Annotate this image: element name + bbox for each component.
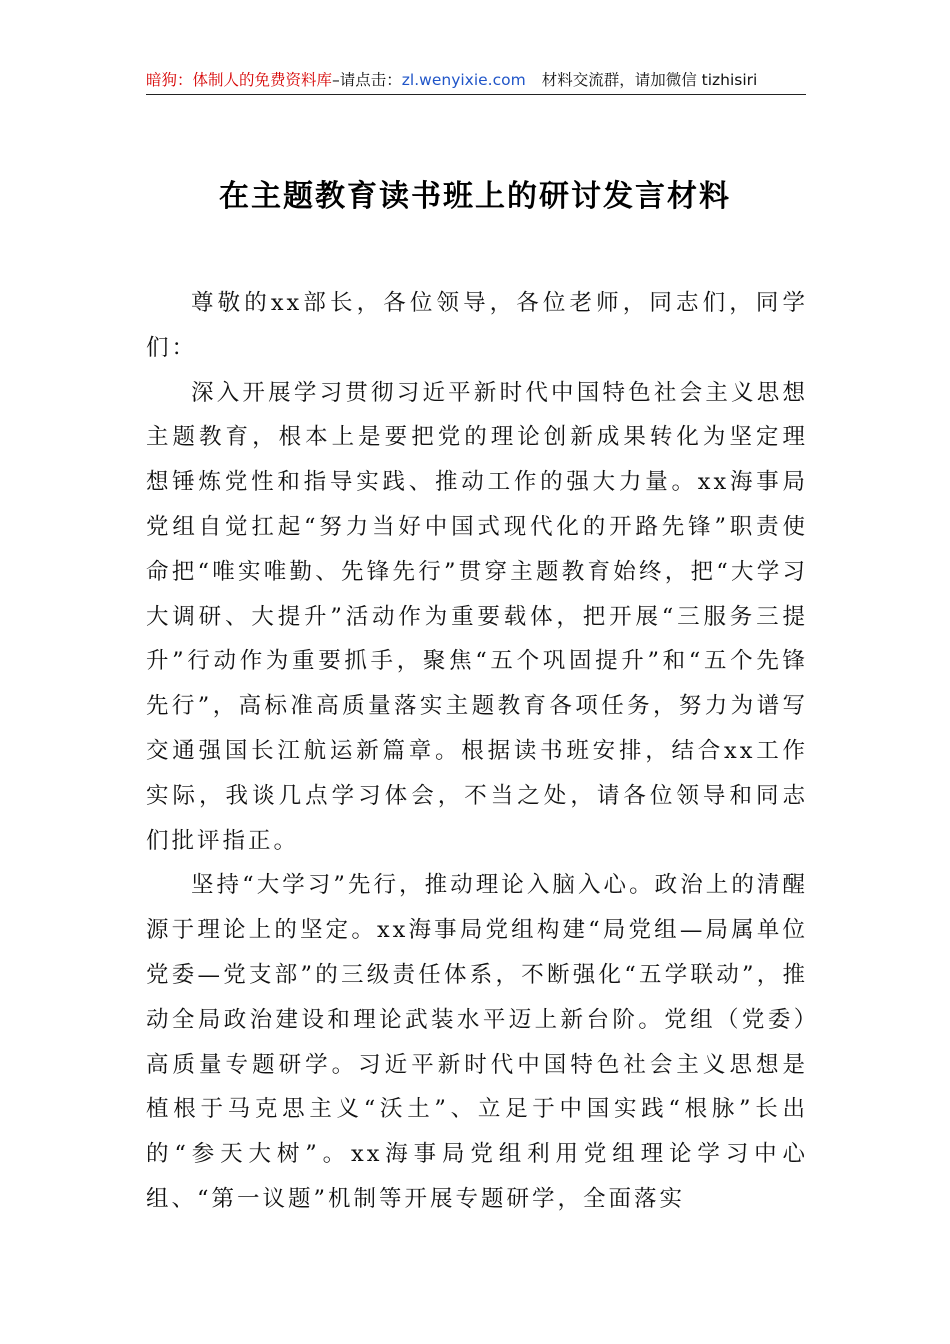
header-click-prefix: –请点击： <box>332 71 402 89</box>
header-url-link[interactable]: zl.wenyixie.com <box>401 71 526 89</box>
header-group-text: 材料交流群，请加微信 tizhisiri <box>541 71 758 89</box>
document-body <box>146 281 808 1222</box>
document-title: 在主题教育读书班上的研讨发言材料 <box>219 179 731 214</box>
paragraph-intro: 深入开展学习贯彻习近平新时代中国特色社会主义思想主题教育，根本上是要把党的理论创新成果转化为坚定理想锤炼党性和指导实践、推动工作的强大力量。xx海事局党组自觉扛起“努力当好中国式现代化的开路先锋”职责使命把“唯实唯勤、先锋先行”贯穿主题教育始终，把“大学习大调研、大提升”活动作为重要载体，把开展“三服务三提升”行动作为重要抓手，聚焦“五个巩固提升”和“五个先锋先行”，高标准高质量落实主题教育各项任务，努力为谱写交通强国长江航运新篇章。根据读书班安排，结合xx工作实际，我谈几点学习体会，不当之处，请各位领导和同志们批评指正。 <box>146 379 808 854</box>
header-brand: 暗狗：体制人的免费资料库 <box>146 71 333 89</box>
paragraph-salutation: 尊敬的xx部长，各位领导，各位老师，同志们，同学们： <box>146 290 808 361</box>
paragraph-study: 坚持“大学习”先行，推动理论入脑入心。政治上的清醒源于理论上的坚定。xx海事局党组构建“局党组—局属单位党委—党支部”的三级责任体系，不断强化“五学联动”，推动全局政治建设和理论武装水平迈上新台阶。党组（党委）高质量专题研学。习近平新时代中国特色社会主义思想是植根于马克思主义“沃土”、立足于中国实践“根脉”长出的“参天大树”。xx海事局党组利用党组理论学习中心组、“第一议题”机制等开展专题研学，全面落实 <box>146 872 808 1212</box>
page-header <box>146 66 806 95</box>
